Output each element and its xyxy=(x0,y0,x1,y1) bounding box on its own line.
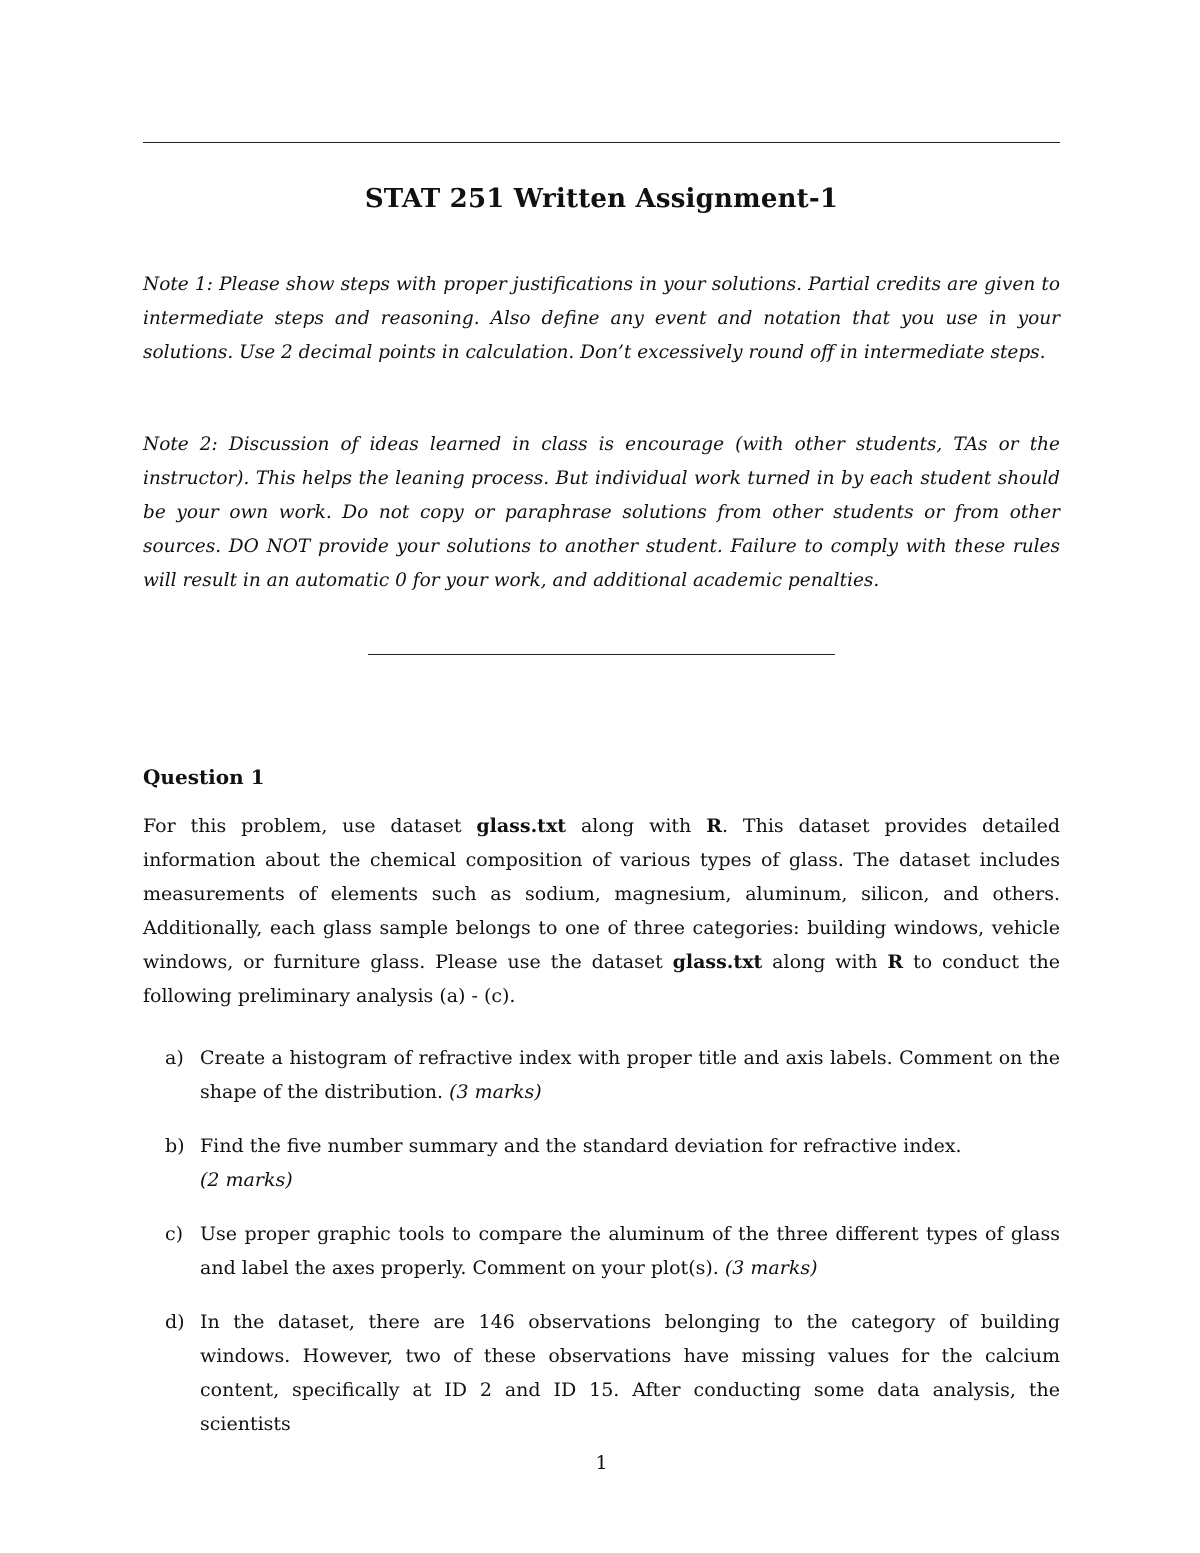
part-marks: (2 marks) xyxy=(200,1169,293,1191)
document-page xyxy=(143,0,1060,1553)
question-part-c xyxy=(143,1217,1060,1285)
intro-text-4: along with xyxy=(762,951,888,973)
intro-text-2: along with xyxy=(566,815,707,837)
question-parts-list xyxy=(143,1041,1060,1461)
intro-text-5: to conduct the following preliminary analysis (a) - (c). xyxy=(143,951,1060,1007)
software-name: R xyxy=(887,951,904,973)
note-1: Note 1: Please show steps with proper justifications in your solutions. Partial credits are given to intermediate steps and reasoning. Also define any event and notation that you use in your solutions. Use 2 decimal points in calculation. Don’t excessively round off in intermediate steps. xyxy=(143,274,1060,363)
part-label: d) xyxy=(165,1311,185,1333)
part-marks: (3 marks) xyxy=(724,1257,818,1279)
part-text: Use proper graphic tools to compare the aluminum of the three different types of glass and label the axes properly. Comment on your plot(s). xyxy=(200,1223,1060,1279)
intro-text-1: For this problem, use dataset xyxy=(143,815,477,837)
dataset-name: glass.txt xyxy=(476,815,567,837)
page-number: 1 xyxy=(595,1452,608,1474)
question-intro-paragraph xyxy=(143,809,1060,1013)
part-label: a) xyxy=(165,1047,184,1069)
part-marks: (3 marks) xyxy=(449,1081,542,1103)
question-part-a xyxy=(143,1041,1060,1109)
part-text: Find the five number summary and the standard deviation for refractive index. xyxy=(200,1135,962,1157)
section-divider-rule xyxy=(368,654,835,655)
assignment-title: STAT 251 Written Assignment-1 xyxy=(364,184,839,214)
question-part-b xyxy=(143,1129,1060,1197)
part-label: c) xyxy=(165,1223,184,1245)
dataset-name: glass.txt xyxy=(672,951,763,973)
part-text: In the dataset, there are 146 observations belonging to the category of building windows. However, two of these observations have missing values for the calcium content, specifically at ID 2 and ID 15. After conducting some data analysis, the scientists xyxy=(200,1311,1060,1435)
question-heading: Question 1 xyxy=(143,765,265,789)
note-2: Note 2: Discussion of ideas learned in class is encourage (with other students, TAs or the instructor). This helps the leaning process. But individual work turned in by each student should be your own work. Do not copy or paraphrase solutions from other students or from other sources. DO NOT provide your solutions to another student. Failure to comply with these rules will result in an automatic 0 for your work, and additional academic penalties. xyxy=(143,434,1060,591)
part-label: b) xyxy=(165,1135,185,1157)
top-horizontal-rule xyxy=(143,142,1060,143)
question-part-d xyxy=(143,1305,1060,1441)
intro-text-3: . This dataset provides detailed information about the chemical composition of various types of glass. The dataset includes measurements of elements such as sodium, magnesium, aluminum, silicon, and others. Additionally, each glass sample belongs to one of three categories: building windows, vehicle windows, or furniture glass. Please use the dataset xyxy=(143,815,1060,973)
part-text: Create a histogram of refractive index with proper title and axis labels. Comment on the shape of the distribution. xyxy=(200,1047,1060,1103)
software-name: R xyxy=(706,815,722,837)
